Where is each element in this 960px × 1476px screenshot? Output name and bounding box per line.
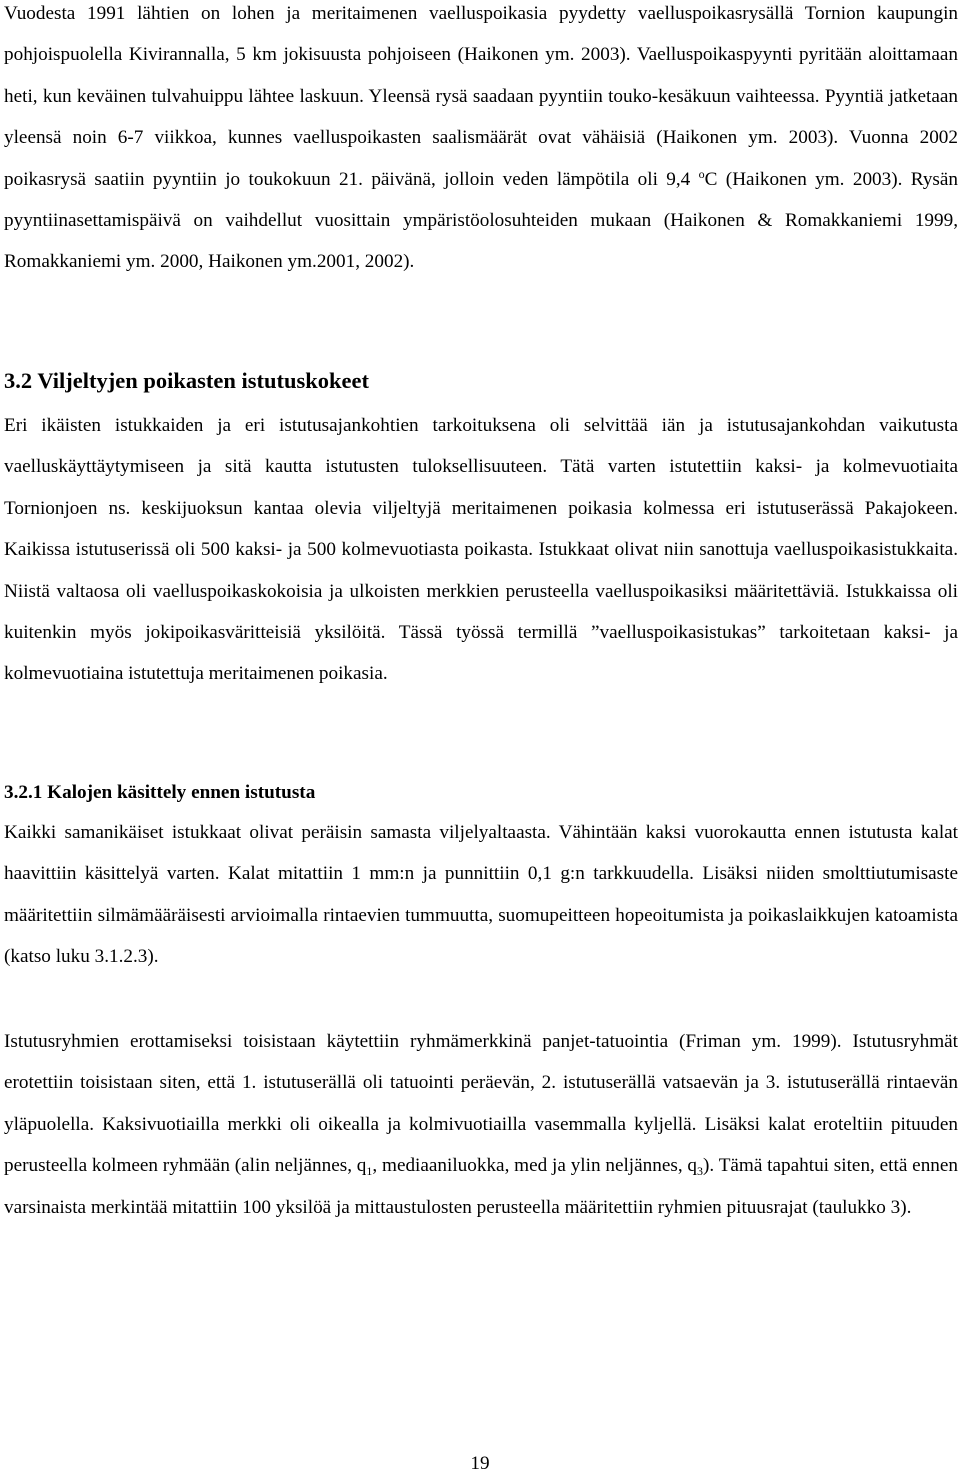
degree-superscript: o — [698, 166, 705, 181]
paragraph-text: Vuodesta 1991 lähtien on lohen ja meritaimenen vaelluspoikasia pyydetty vaelluspoikasrysällä Tornion kaupungin pohjoispuolella Kivirannalla, 5 km jokisuusta pohjoiseen (Haikonen ym. 2003). Vaelluspoikaspyynti pyritään aloittamaan heti, kun keväinen tulvahuippu lähtee laskuun. Yleensä rysä saadaan pyyntiin touko-kesäkuun vaihteessa. Pyyntiä jatketaan yleensä noin 6-7 viikkoa, kunnes vaelluspoikasten saalismäärät ovat vähäisiä (Haikonen ym. 2003). Vuonna 2002 poikasrysä saatiin pyyntiin jo toukokuun 21. päivänä, jolloin veden lämpötila oli 9,4 — [4, 3, 958, 190]
paragraph-group-marking — [4, 1021, 958, 1228]
q1-subscript: 1 — [366, 1164, 373, 1179]
paragraph-fish-handling — [4, 812, 958, 978]
paragraph-text: Eri ikäisten istukkaiden ja eri istutusajankohtien tarkoituksena oli selvittää iän ja istutusajankohdan vaikutusta vaelluskäyttäytymiseen ja sitä kautta istutusten tuloksellisuuteen. Tätä varten istutettiin kaksi- ja kolmevuotiaita Tornionjoen ns. keskijuoksun kantaa olevia viljeltyjä meritaimenen poikasia kolmessa eri istutuserässä Pakajokeen. Kaikissa istutuserissä oli 500 kaksi- ja 500 kolmevuotiasta poikasta. Istukkaat olivat niin sanottuja vaelluspoikasistukkaita. Niistä valtaosa oli vaelluspoikaskokoisia ja ulkoisten merkkien perusteella vaelluspoikasiksi määritettäviä. Istukkaissa oli kuitenkin myös jokipoikasväritteisiä yksilöitä. Tässä työssä termillä ”vaelluspoikasistukas” tarkoitetaan kaksi- ja kolmevuotiaina istutettuja meritaimenen poikasia. — [4, 415, 958, 685]
section-heading-3-2: 3.2 Viljeltyjen poikasten istutuskokeet — [4, 368, 370, 393]
paragraph-text: ). Tämä tapahtui siten, että ennen varsinaista merkintää mitattiin 100 yksilöä ja mittaustulosten perusteella määritettiin ryhmien pituusrajat (taulukko 3). — [4, 1155, 958, 1218]
paragraph-text: C (Haikonen ym. 2003). Rysän pyyntiinasettamispäivä on vaihdellut vuosittain ympäristöolosuhteiden mukaan (Haikonen & Romakkaniemi 1999, Romakkaniemi ym. 2000, Haikonen ym.2001, 2002). — [4, 168, 958, 273]
paragraph-text: , mediaaniluokka, med ja ylin neljännes, q — [372, 1155, 698, 1177]
q3-subscript: 3 — [697, 1164, 704, 1179]
page-number: 19 — [470, 1453, 490, 1474]
paragraph-text: Kaikki samanikäiset istukkaat olivat peräisin samasta viljelyaltaasta. Vähintään kaksi vuorokautta ennen istutusta kalat haavittiin käsittelyä varten. Kalat mitattiin 1 mm:n ja punnittiin 0,1 g:n tarkkuudella. Lisäksi niiden smolttiutumisaste määritettiin silmämääräisesti arvioimalla rintaevien tummuutta, suomupeitteen hopeoitumista ja poikaslaikkujen katoamista (katso luku 3.1.2.3). — [4, 822, 958, 968]
paragraph-text: Istutusryhmien erottamiseksi toisistaan käytettiin ryhmämerkkinä panjet-tatuointia (Friman ym. 1999). Istutusryhmät erotettiin toisistaan siten, että 1. istutuserällä oli tatuointi peräevän, 2. istutuserällä vatsaevän ja 3. istutuserällä rintaevän yläpuolella. Kaksivuotiailla merkki oli oikealla ja kolmivuotiailla vasemmalla kyljellä. Lisäksi kalat eroteltiin pituuden perusteella kolmeen ryhmään (alin neljännes, q — [4, 1031, 958, 1177]
paragraph-smolt-trapping — [4, 0, 958, 283]
section-heading-3-2-1: 3.2.1 Kalojen käsittely ennen istutusta — [4, 782, 316, 803]
paragraph-stocking-experiments — [4, 405, 958, 695]
